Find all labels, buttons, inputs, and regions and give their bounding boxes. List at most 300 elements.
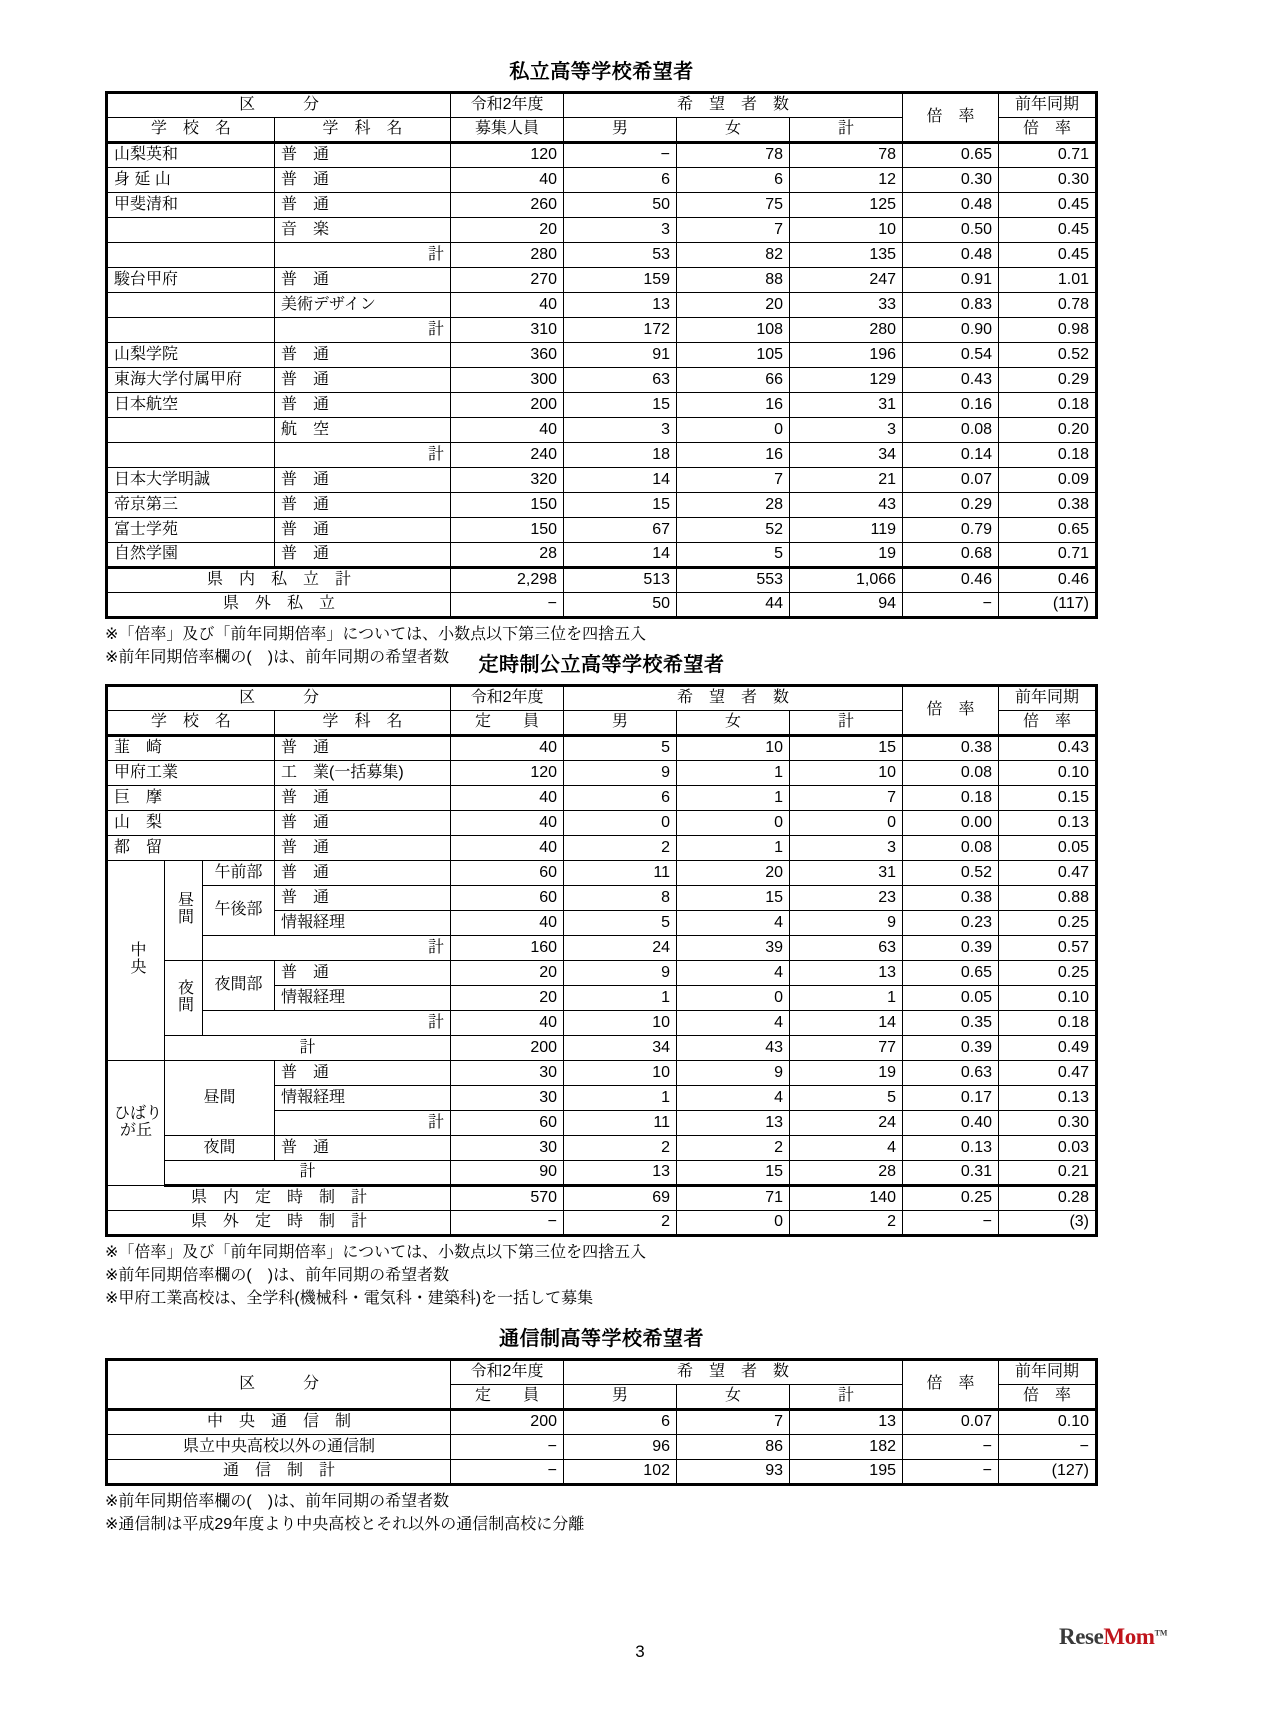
table-row — [107, 168, 1097, 193]
cell-female: 20 — [677, 861, 790, 886]
cell-course-name: 美術デザイン — [275, 293, 451, 318]
header-total: 計 — [790, 1385, 903, 1410]
cell-school-name: 韮 崎 — [107, 736, 275, 761]
logo-text-first: Rese — [1059, 1624, 1104, 1649]
cell-total: 12 — [790, 168, 903, 193]
cell-rate: − — [903, 1435, 999, 1460]
table-row — [107, 243, 1097, 268]
cell-female: 28 — [677, 493, 790, 518]
cell-quota: 120 — [451, 761, 564, 786]
cell-female: 1 — [677, 836, 790, 861]
cell-total: 21 — [790, 468, 903, 493]
cell-quota: 40 — [451, 168, 564, 193]
header-course: 学 科 名 — [275, 711, 451, 736]
table-row — [107, 786, 1097, 811]
cell-prev-rate: 0.47 — [999, 1061, 1097, 1086]
cell-category-label: 県立中央高校以外の通信制 — [107, 1435, 451, 1460]
table-row — [107, 393, 1097, 418]
cell-male: 9 — [564, 761, 677, 786]
cell-rate: 0.25 — [903, 1186, 999, 1211]
cell-rate: 0.16 — [903, 393, 999, 418]
cell-male: 2 — [564, 1136, 677, 1161]
notes-correspondence — [105, 1490, 1098, 1536]
cell-rate: 0.83 — [903, 293, 999, 318]
header-prev-line1: 前年同期 — [999, 93, 1097, 118]
cell-male: 11 — [564, 1111, 677, 1136]
summary-row — [107, 568, 1097, 593]
cell-course-name: 情報経理 — [275, 1086, 451, 1111]
cell-course-name: 航 空 — [275, 418, 451, 443]
cell-group-day — [165, 861, 203, 961]
cell-total: 125 — [790, 193, 903, 218]
cell-school-name — [107, 293, 275, 318]
header-kubun: 区 分 — [107, 1360, 451, 1410]
cell-quota: 40 — [451, 911, 564, 936]
cell-school-name: 甲府工業 — [107, 761, 275, 786]
cell-prev-rate: 0.21 — [999, 1161, 1097, 1186]
header-total: 計 — [790, 118, 903, 143]
table-row — [107, 493, 1097, 518]
cell-prev-rate: 0.13 — [999, 811, 1097, 836]
cell-summary-label: 県 内 私 立 計 — [107, 568, 451, 593]
table-parttime-summary — [107, 1186, 1097, 1236]
cell-total: 9 — [790, 911, 903, 936]
cell-prev-rate: 0.30 — [999, 1111, 1097, 1136]
header-prev-line2: 倍 率 — [999, 118, 1097, 143]
cell-male: 11 — [564, 861, 677, 886]
table-row — [107, 143, 1097, 168]
cell-rate: 0.54 — [903, 343, 999, 368]
note-line: ※「倍率」及び「前年同期倍率」については、小数点以下第三位を四捨五入 — [105, 1244, 647, 1261]
cell-male: 6 — [564, 786, 677, 811]
logo-trademark: TM — [1154, 1628, 1168, 1638]
cell-quota: 60 — [451, 886, 564, 911]
cell-rate: 0.00 — [903, 811, 999, 836]
cell-female: 43 — [677, 1036, 790, 1061]
cell-prev-rate: 0.88 — [999, 886, 1097, 911]
cell-total: 19 — [790, 1061, 903, 1086]
cell-male: 2 — [564, 1211, 677, 1236]
cell-female: 108 — [677, 318, 790, 343]
cell-prev-rate: 0.09 — [999, 468, 1097, 493]
cell-course-name: 普 通 — [275, 736, 451, 761]
table-private-summary — [107, 568, 1097, 618]
cell-total: 182 — [790, 1435, 903, 1460]
cell-course-name: 普 通 — [275, 168, 451, 193]
cell-female: 7 — [677, 218, 790, 243]
summary-row — [107, 1186, 1097, 1211]
cell-male: 6 — [564, 1410, 677, 1435]
cell-total: 15 — [790, 736, 903, 761]
cell-total-label: 計 — [165, 1161, 451, 1186]
cell-female: 16 — [677, 443, 790, 468]
cell-male: 96 — [564, 1435, 677, 1460]
cell-female: 66 — [677, 368, 790, 393]
cell-course-name: 普 通 — [275, 1136, 451, 1161]
school-name-vertical: 中央 — [128, 941, 145, 976]
logo-text-second: Mom — [1103, 1624, 1155, 1649]
cell-total: 24 — [790, 1111, 903, 1136]
cell-rate: 0.48 — [903, 193, 999, 218]
cell-school-name: 山梨英和 — [107, 143, 275, 168]
cell-prev-rate: 0.03 — [999, 1136, 1097, 1161]
cell-school-name: 巨 摩 — [107, 786, 275, 811]
cell-quota: − — [451, 1435, 564, 1460]
cell-quota: 20 — [451, 986, 564, 1011]
cell-school-name: 日本航空 — [107, 393, 275, 418]
table-title-correspondence: 通信制高等学校希望者 — [499, 1328, 704, 1350]
cell-male: 67 — [564, 518, 677, 543]
cell-course-name: 工 業(一括募集) — [275, 761, 451, 786]
header-school: 学 校 名 — [107, 711, 275, 736]
table-title-parttime: 定時制公立高等学校希望者 — [478, 654, 725, 676]
table-row — [107, 1061, 1097, 1086]
cell-course-name: 普 通 — [275, 193, 451, 218]
table-row — [107, 418, 1097, 443]
cell-prev-rate: 0.18 — [999, 1011, 1097, 1036]
group-label-day: 昼間 — [203, 1088, 236, 1106]
cell-male: 9 — [564, 961, 677, 986]
cell-school-name — [107, 418, 275, 443]
cell-female: 1 — [677, 761, 790, 786]
cell-female: 9 — [677, 1061, 790, 1086]
cell-school-name: 都 留 — [107, 836, 275, 861]
cell-course-name: 計 — [275, 443, 451, 468]
header-applicants: 希 望 者 数 — [564, 1360, 903, 1385]
header-prev-line2: 倍 率 — [999, 711, 1097, 736]
cell-total: 28 — [790, 1161, 903, 1186]
table-title-private: 私立高等学校希望者 — [509, 61, 694, 83]
cell-male: 34 — [564, 1036, 677, 1061]
table-row — [107, 218, 1097, 243]
cell-rate: − — [903, 1460, 999, 1485]
cell-rate: 0.79 — [903, 518, 999, 543]
cell-female: 7 — [677, 468, 790, 493]
cell-male: 69 — [564, 1186, 677, 1211]
school-name-line2: が丘 — [119, 1122, 152, 1139]
cell-male: 15 — [564, 493, 677, 518]
cell-quota: 30 — [451, 1061, 564, 1086]
cell-female: 39 — [677, 936, 790, 961]
cell-subtotal-label: 計 — [203, 1011, 451, 1036]
group-label-day: 昼間 — [175, 891, 193, 926]
cell-prev-rate: 0.15 — [999, 786, 1097, 811]
cell-quota: 260 — [451, 193, 564, 218]
cell-total: 0 — [790, 811, 903, 836]
cell-quota: 160 — [451, 936, 564, 961]
table-row — [107, 886, 1097, 911]
cell-quota: 40 — [451, 1011, 564, 1036]
note-line: ※通信制は平成29年度より中央高校とそれ以外の通信制高校に分離 — [105, 1516, 585, 1534]
cell-school-name — [107, 443, 275, 468]
cell-total: 135 — [790, 243, 903, 268]
cell-female: 82 — [677, 243, 790, 268]
cell-prev-rate: 0.45 — [999, 243, 1097, 268]
cell-rate: 0.68 — [903, 543, 999, 568]
cell-male: 63 — [564, 368, 677, 393]
cell-total: 14 — [790, 1011, 903, 1036]
cell-quota: 120 — [451, 143, 564, 168]
note-line: ※前年同期倍率欄の( )は、前年同期の希望者数 — [105, 649, 450, 667]
cell-male: 2 — [564, 836, 677, 861]
summary-row — [107, 593, 1097, 618]
cell-course-name: 普 通 — [275, 393, 451, 418]
cell-female: 88 — [677, 268, 790, 293]
table-row — [107, 961, 1097, 986]
cell-course-name: 普 通 — [275, 961, 451, 986]
cell-female: 86 — [677, 1435, 790, 1460]
cell-female: 16 — [677, 393, 790, 418]
cell-female: 44 — [677, 593, 790, 618]
cell-prev-rate: 0.38 — [999, 493, 1097, 518]
cell-total: 247 — [790, 268, 903, 293]
cell-male: 172 — [564, 318, 677, 343]
table-header-row-1 — [107, 93, 1097, 118]
cell-school-name: 身 延 山 — [107, 168, 275, 193]
cell-female: 52 — [677, 518, 790, 543]
table-row — [107, 293, 1097, 318]
cell-total-label: 計 — [165, 1036, 451, 1061]
cell-course-name: 普 通 — [275, 836, 451, 861]
cell-male: 91 — [564, 343, 677, 368]
cell-female: 10 — [677, 736, 790, 761]
cell-male: 6 — [564, 168, 677, 193]
cell-total: 119 — [790, 518, 903, 543]
cell-total: 3 — [790, 836, 903, 861]
header-quota-year: 令和2年度 — [451, 1360, 564, 1385]
cell-rate: 0.63 — [903, 1061, 999, 1086]
cell-summary-label: 県 外 私 立 — [107, 593, 451, 618]
header-prev-line1: 前年同期 — [999, 686, 1097, 711]
table-row — [107, 193, 1097, 218]
cell-male: 159 — [564, 268, 677, 293]
cell-total: 77 — [790, 1036, 903, 1061]
header-male: 男 — [564, 711, 677, 736]
cell-quota: − — [451, 593, 564, 618]
cell-female: 0 — [677, 1211, 790, 1236]
cell-rate: 0.07 — [903, 468, 999, 493]
cell-total: 196 — [790, 343, 903, 368]
cell-female: 13 — [677, 1111, 790, 1136]
table-row — [107, 518, 1097, 543]
cell-prev-rate: 0.05 — [999, 836, 1097, 861]
cell-rate: 0.39 — [903, 936, 999, 961]
cell-school-name: 山 梨 — [107, 811, 275, 836]
cell-total: 7 — [790, 786, 903, 811]
table-row — [107, 1460, 1097, 1485]
cell-rate: 0.08 — [903, 836, 999, 861]
cell-quota: 40 — [451, 418, 564, 443]
cell-course-name: 普 通 — [275, 493, 451, 518]
cell-male: 1 — [564, 986, 677, 1011]
cell-male: 5 — [564, 911, 677, 936]
cell-course-name: 普 通 — [275, 861, 451, 886]
cell-course-name: 普 通 — [275, 886, 451, 911]
cell-prev-rate: − — [999, 1435, 1097, 1460]
cell-total: 3 — [790, 418, 903, 443]
cell-female: 15 — [677, 886, 790, 911]
cell-male: 13 — [564, 1161, 677, 1186]
cell-course-name: 情報経理 — [275, 911, 451, 936]
cell-male: 10 — [564, 1061, 677, 1086]
cell-course-name: 普 通 — [275, 268, 451, 293]
cell-quota: 200 — [451, 393, 564, 418]
note-line: ※「倍率」及び「前年同期倍率」については、小数点以下第三位を四捨五入 — [105, 626, 647, 643]
cell-school-name: 富士学苑 — [107, 518, 275, 543]
cell-quota: 310 — [451, 318, 564, 343]
cell-female: 78 — [677, 143, 790, 168]
header-male: 男 — [564, 1385, 677, 1410]
cell-prev-rate: 0.47 — [999, 861, 1097, 886]
cell-total: 195 — [790, 1460, 903, 1485]
header-total: 計 — [790, 711, 903, 736]
note-line: ※前年同期倍率欄の( )は、前年同期の希望者数 — [105, 1493, 450, 1510]
table-row — [107, 443, 1097, 468]
cell-school-name-chuo — [107, 861, 165, 1061]
cell-total: 63 — [790, 936, 903, 961]
cell-prev-rate: 0.45 — [999, 218, 1097, 243]
cell-prev-rate: 0.10 — [999, 761, 1097, 786]
cell-rate: 0.46 — [903, 568, 999, 593]
cell-total: 1 — [790, 986, 903, 1011]
cell-male: 24 — [564, 936, 677, 961]
cell-school-name-hibari — [107, 1061, 165, 1186]
header-kubun: 区 分 — [107, 686, 451, 711]
cell-rate: 0.18 — [903, 786, 999, 811]
cell-course-name: 普 通 — [275, 1061, 451, 1086]
cell-rate: 0.48 — [903, 243, 999, 268]
cell-quota: 2,298 — [451, 568, 564, 593]
table-row — [107, 1036, 1097, 1061]
cell-rate: 0.31 — [903, 1161, 999, 1186]
cell-part-label: 夜間部 — [203, 961, 275, 1011]
cell-quota: 20 — [451, 961, 564, 986]
cell-total: 2 — [790, 1211, 903, 1236]
cell-male: 18 — [564, 443, 677, 468]
cell-course-name: 計 — [275, 243, 451, 268]
header-quota-year: 令和2年度 — [451, 93, 564, 118]
section-private-highschool — [105, 55, 1098, 669]
cell-female: 4 — [677, 1011, 790, 1036]
table-row — [107, 936, 1097, 961]
cell-female: 4 — [677, 1086, 790, 1111]
cell-prev-rate: 0.43 — [999, 736, 1097, 761]
cell-female: 7 — [677, 1410, 790, 1435]
cell-group-night: 夜間 — [165, 1136, 275, 1161]
table-row — [107, 343, 1097, 368]
table-row — [107, 861, 1097, 886]
cell-quota: 200 — [451, 1410, 564, 1435]
cell-total: 10 — [790, 761, 903, 786]
cell-course-name: 普 通 — [275, 786, 451, 811]
cell-course-name: 普 通 — [275, 368, 451, 393]
cell-prev-rate: (117) — [999, 593, 1097, 618]
cell-quota: 60 — [451, 1111, 564, 1136]
cell-rate: 0.52 — [903, 861, 999, 886]
cell-group-day — [165, 1061, 275, 1136]
table-row — [107, 1435, 1097, 1460]
cell-prev-rate: 0.29 — [999, 368, 1097, 393]
cell-prev-rate: 0.98 — [999, 318, 1097, 343]
cell-rate: 0.39 — [903, 1036, 999, 1061]
cell-prev-rate: 0.28 — [999, 1186, 1097, 1211]
resemom-logo — [1059, 1624, 1167, 1650]
cell-rate: − — [903, 1211, 999, 1236]
cell-male: 3 — [564, 218, 677, 243]
cell-quota: 28 — [451, 543, 564, 568]
cell-quota: − — [451, 1460, 564, 1485]
cell-school-name: 甲斐清和 — [107, 193, 275, 218]
header-applicants: 希 望 者 数 — [564, 93, 903, 118]
cell-rate: 0.23 — [903, 911, 999, 936]
note-line: ※甲府工業高校は、全学科(機械科・電気科・建築科)を一括して募集 — [105, 1290, 594, 1308]
table-row — [107, 543, 1097, 568]
header-quota-label: 定 員 — [451, 711, 564, 736]
cell-total: 5 — [790, 1086, 903, 1111]
cell-part-label: 午前部 — [203, 861, 275, 886]
cell-rate: 0.50 — [903, 218, 999, 243]
table-row — [107, 736, 1097, 761]
cell-school-name: 自然学園 — [107, 543, 275, 568]
cell-quota: 320 — [451, 468, 564, 493]
cell-total: 4 — [790, 1136, 903, 1161]
cell-prev-rate: 0.18 — [999, 393, 1097, 418]
cell-school-name — [107, 218, 275, 243]
table-parttime-public — [105, 684, 1098, 1237]
cell-part-label: 午後部 — [203, 886, 275, 936]
cell-prev-rate: 0.20 — [999, 418, 1097, 443]
cell-female: 553 — [677, 568, 790, 593]
cell-rate: 0.08 — [903, 418, 999, 443]
cell-prev-rate: 0.25 — [999, 911, 1097, 936]
cell-rate: − — [903, 593, 999, 618]
cell-quota: 40 — [451, 786, 564, 811]
cell-total: 31 — [790, 861, 903, 886]
cell-male: 0 — [564, 811, 677, 836]
cell-prev-rate: 0.49 — [999, 1036, 1097, 1061]
cell-rate: 0.90 — [903, 318, 999, 343]
header-kubun: 区 分 — [107, 93, 451, 118]
cell-female: 2 — [677, 1136, 790, 1161]
table-row — [107, 368, 1097, 393]
cell-course-name: 普 通 — [275, 143, 451, 168]
cell-rate: 0.13 — [903, 1136, 999, 1161]
table-parttime-body — [107, 736, 1097, 1186]
school-name-line1: ひばり — [114, 1105, 163, 1123]
page-number: 3 — [635, 1642, 645, 1661]
cell-prev-rate: 0.52 — [999, 343, 1097, 368]
cell-course-name: 普 通 — [275, 811, 451, 836]
cell-female: 75 — [677, 193, 790, 218]
cell-male: 1 — [564, 1086, 677, 1111]
cell-total: 10 — [790, 218, 903, 243]
cell-school-name: 駿台甲府 — [107, 268, 275, 293]
header-rate: 倍 率 — [903, 93, 999, 143]
header-school: 学 校 名 — [107, 118, 275, 143]
header-rate: 倍 率 — [903, 686, 999, 736]
cell-female: 0 — [677, 986, 790, 1011]
cell-course-name: 音 楽 — [275, 218, 451, 243]
cell-school-name: 日本大学明誠 — [107, 468, 275, 493]
cell-male: 15 — [564, 393, 677, 418]
cell-female: 71 — [677, 1186, 790, 1211]
cell-female: 1 — [677, 786, 790, 811]
notes-parttime — [105, 1241, 1098, 1311]
table-row — [107, 1410, 1097, 1435]
table-row — [107, 468, 1097, 493]
header-female: 女 — [677, 711, 790, 736]
cell-summary-label: 県 外 定 時 制 計 — [107, 1211, 451, 1236]
